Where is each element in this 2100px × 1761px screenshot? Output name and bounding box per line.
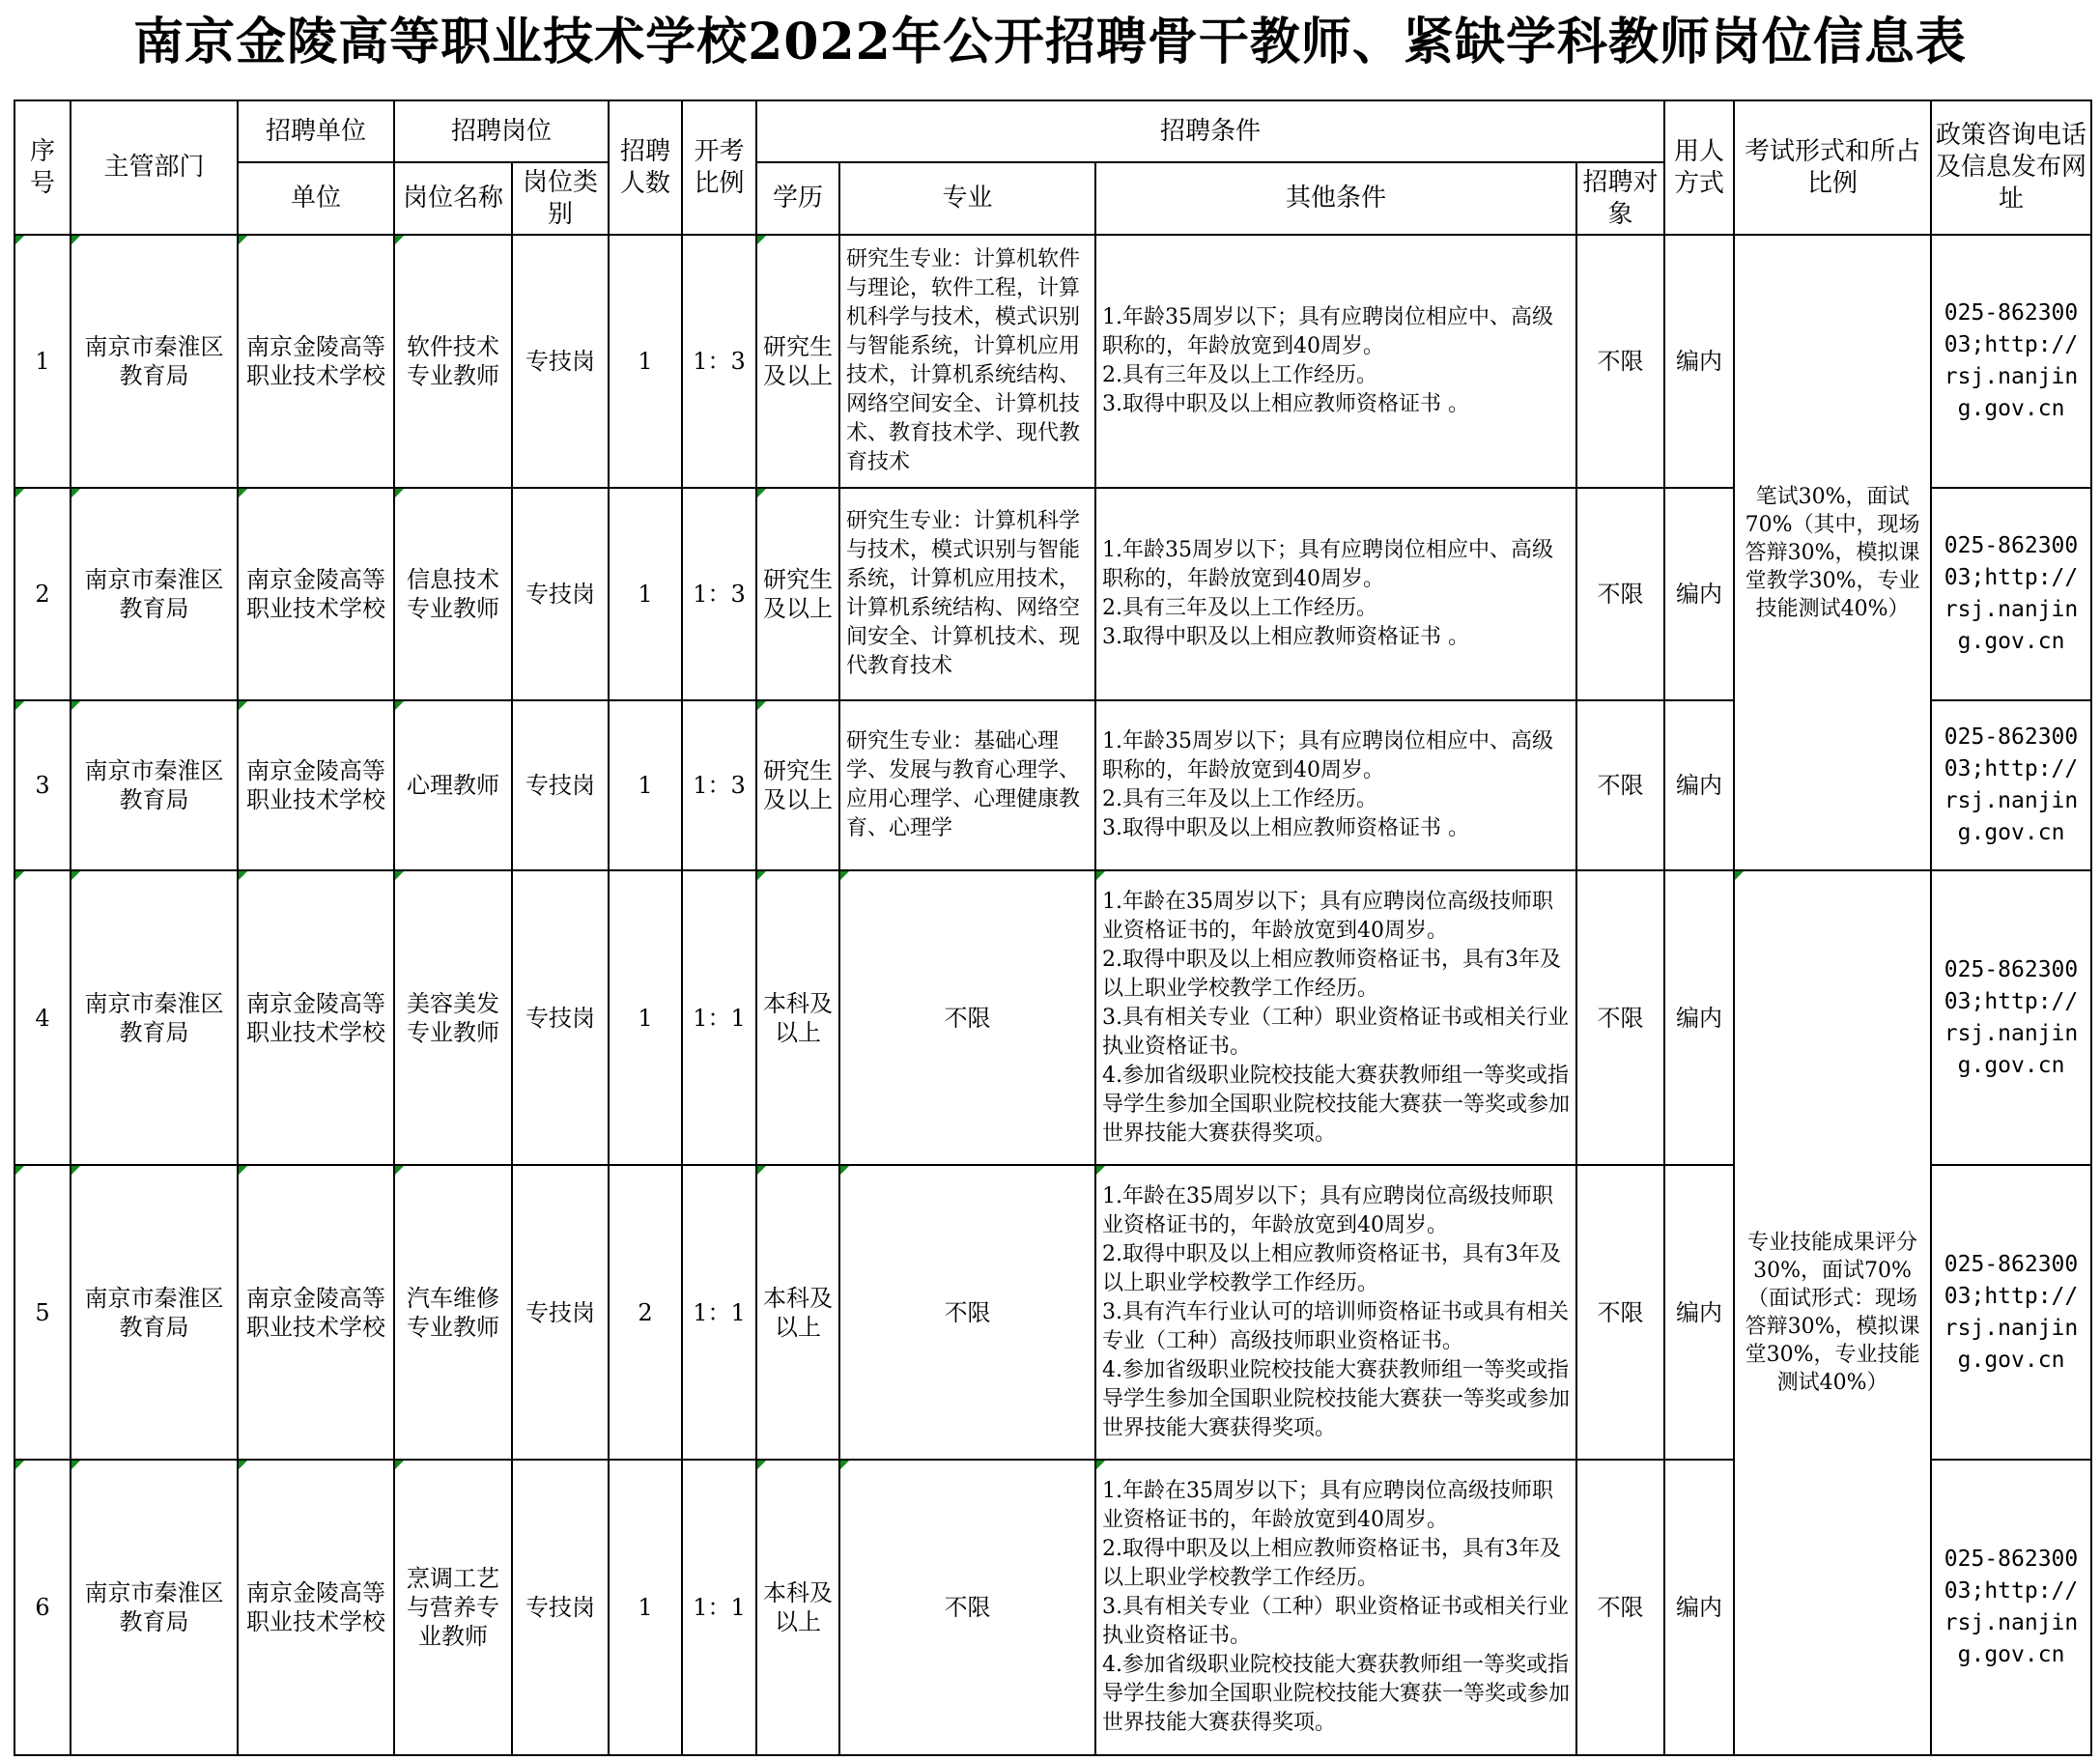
cell-dept: 南京市秦淮区教育局 [71, 1460, 238, 1755]
cell-unit: 南京金陵高等职业技术学校 [238, 1165, 394, 1460]
cell-other: 1.年龄35周岁以下；具有应聘岗位相应中、高级职称的，年龄放宽到40周岁。 2.具有三年及以上工作经历。 3.取得中职及以上相应教师资格证书 。 [1095, 488, 1576, 700]
cell-target: 不限 [1576, 870, 1664, 1165]
cell-unit: 南京金陵高等职业技术学校 [238, 1460, 394, 1755]
cell-edu: 研究生及以上 [756, 700, 839, 870]
cell-employ: 编内 [1664, 870, 1734, 1165]
cell-employ: 编内 [1664, 700, 1734, 870]
cell-seq: 3 [14, 700, 71, 870]
cell-dept: 南京市秦淮区教育局 [71, 700, 238, 870]
cell-major: 不限 [839, 1165, 1095, 1460]
cell-target: 不限 [1576, 235, 1664, 488]
table-row [14, 870, 2091, 1165]
page-title: 南京金陵高等职业技术学校2022年公开招聘骨干教师、紧缺学科教师岗位信息表 [133, 13, 1967, 71]
cell-count: 2 [609, 1165, 682, 1460]
cell-ratio: 1：1 [682, 1165, 756, 1460]
cell-major: 不限 [839, 870, 1095, 1165]
cell-post-name: 心理教师 [394, 700, 512, 870]
header-exam: 考试形式和所占比例 [1734, 100, 1931, 235]
recruitment-table [14, 99, 2092, 1756]
cell-contact: 025-86230003;http://rsj.nanjing.gov.cn [1931, 1460, 2091, 1755]
cell-employ: 编内 [1664, 1460, 1734, 1755]
cell-contact: 025-86230003;http://rsj.nanjing.gov.cn [1931, 700, 2091, 870]
cell-ratio: 1：1 [682, 870, 756, 1165]
cell-other: 1.年龄35周岁以下；具有应聘岗位相应中、高级职称的，年龄放宽到40周岁。 2.具有三年及以上工作经历。 3.取得中职及以上相应教师资格证书 。 [1095, 700, 1576, 870]
cell-major: 研究生专业：计算机软件与理论，软件工程，计算机科学与技术，模式识别与智能系统，计算机应用技术，计算机系统结构、网络空间安全、计算机技术、教育技术学、现代教育技术 [839, 235, 1095, 488]
cell-seq: 1 [14, 235, 71, 488]
cell-target: 不限 [1576, 488, 1664, 700]
header-dept: 主管部门 [71, 100, 238, 235]
header-target: 招聘对象 [1576, 162, 1664, 235]
header-post-group: 招聘岗位 [394, 100, 609, 162]
cell-edu: 本科及以上 [756, 1165, 839, 1460]
cell-contact: 025-86230003;http://rsj.nanjing.gov.cn [1931, 1165, 2091, 1460]
cell-seq: 6 [14, 1460, 71, 1755]
cell-post-type: 专技岗 [512, 1460, 609, 1755]
header-count: 招聘人数 [609, 100, 682, 235]
cell-contact: 025-86230003;http://rsj.nanjing.gov.cn [1931, 870, 2091, 1165]
header-conditions-group: 招聘条件 [756, 100, 1664, 162]
cell-unit: 南京金陵高等职业技术学校 [238, 870, 394, 1165]
header-ratio: 开考比例 [682, 100, 756, 235]
cell-other: 1.年龄35周岁以下；具有应聘岗位相应中、高级职称的，年龄放宽到40周岁。 2.具有三年及以上工作经历。 3.取得中职及以上相应教师资格证书 。 [1095, 235, 1576, 488]
cell-exam-group-1: 笔试30%，面试70%（其中，现场答辩30%，模拟课堂教学30%，专业技能测试40%） [1734, 235, 1931, 870]
cell-post-type: 专技岗 [512, 235, 609, 488]
header-contact: 政策咨询电话及信息发布网址 [1931, 100, 2091, 235]
cell-post-name: 烹调工艺与营养专业教师 [394, 1460, 512, 1755]
cell-count: 1 [609, 1460, 682, 1755]
header-employ: 用人方式 [1664, 100, 1734, 235]
cell-edu: 本科及以上 [756, 1460, 839, 1755]
cell-dept: 南京市秦淮区教育局 [71, 870, 238, 1165]
header-major: 专业 [839, 162, 1095, 235]
cell-post-name: 美容美发专业教师 [394, 870, 512, 1165]
table-row [14, 235, 2091, 488]
cell-unit: 南京金陵高等职业技术学校 [238, 700, 394, 870]
cell-post-type: 专技岗 [512, 1165, 609, 1460]
cell-exam-group-2: 专业技能成果评分30%，面试70%（面试形式：现场答辩30%，模拟课堂30%，专业技能测试40%） [1734, 870, 1931, 1755]
header-post-name: 岗位名称 [394, 162, 512, 235]
cell-dept: 南京市秦淮区教育局 [71, 1165, 238, 1460]
cell-seq: 4 [14, 870, 71, 1165]
cell-other: 1.年龄在35周岁以下；具有应聘岗位高级技师职业资格证书的，年龄放宽到40周岁。 2.取得中职及以上相应教师资格证书，具有3年及以上职业学校教学工作经历。 3.具有汽车行业认可的培训师资格证书或具有相关专业（工种）高级技师职业资格证书。 4.参加省级职业院校技能大赛获教师组一等奖或指导学生参加全国职业院校技能大赛获一等奖或参加世界技能大赛获得奖项。 [1095, 1165, 1576, 1460]
cell-edu: 本科及以上 [756, 870, 839, 1165]
cell-major: 不限 [839, 1460, 1095, 1755]
cell-target: 不限 [1576, 1165, 1664, 1460]
cell-post-type: 专技岗 [512, 488, 609, 700]
cell-ratio: 1：3 [682, 700, 756, 870]
cell-target: 不限 [1576, 700, 1664, 870]
cell-count: 1 [609, 488, 682, 700]
cell-other: 1.年龄在35周岁以下；具有应聘岗位高级技师职业资格证书的，年龄放宽到40周岁。 2.取得中职及以上相应教师资格证书，具有3年及以上职业学校教学工作经历。 3.具有相关专业（工种）职业资格证书或相关行业执业资格证书。 4.参加省级职业院校技能大赛获教师组一等奖或指导学生参加全国职业院校技能大赛获一等奖或参加世界技能大赛获得奖项。 [1095, 1460, 1576, 1755]
cell-count: 1 [609, 700, 682, 870]
cell-dept: 南京市秦淮区教育局 [71, 488, 238, 700]
cell-other: 1.年龄在35周岁以下；具有应聘岗位高级技师职业资格证书的，年龄放宽到40周岁。 2.取得中职及以上相应教师资格证书，具有3年及以上职业学校教学工作经历。 3.具有相关专业（工种）职业资格证书或相关行业执业资格证书。 4.参加省级职业院校技能大赛获教师组一等奖或指导学生参加全国职业院校技能大赛获一等奖或参加世界技能大赛获得奖项。 [1095, 870, 1576, 1165]
header-edu: 学历 [756, 162, 839, 235]
cell-post-type: 专技岗 [512, 870, 609, 1165]
cell-edu: 研究生及以上 [756, 235, 839, 488]
header-unit: 单位 [238, 162, 394, 235]
cell-ratio: 1：3 [682, 488, 756, 700]
cell-post-name: 软件技术专业教师 [394, 235, 512, 488]
header-unit-group: 招聘单位 [238, 100, 394, 162]
cell-target: 不限 [1576, 1460, 1664, 1755]
cell-edu: 研究生及以上 [756, 488, 839, 700]
cell-count: 1 [609, 870, 682, 1165]
cell-count: 1 [609, 235, 682, 488]
cell-dept: 南京市秦淮区教育局 [71, 235, 238, 488]
cell-seq: 2 [14, 488, 71, 700]
cell-unit: 南京金陵高等职业技术学校 [238, 235, 394, 488]
cell-ratio: 1：1 [682, 1460, 756, 1755]
cell-major: 研究生专业：计算机科学与技术，模式识别与智能系统，计算机应用技术，计算机系统结构、网络空间安全、计算机技术、现代教育技术 [839, 488, 1095, 700]
cell-unit: 南京金陵高等职业技术学校 [238, 488, 394, 700]
header-other: 其他条件 [1095, 162, 1576, 235]
cell-post-type: 专技岗 [512, 700, 609, 870]
cell-post-name: 信息技术专业教师 [394, 488, 512, 700]
cell-major: 研究生专业：基础心理学、发展与教育心理学、应用心理学、心理健康教育、心理学 [839, 700, 1095, 870]
cell-seq: 5 [14, 1165, 71, 1460]
cell-employ: 编内 [1664, 1165, 1734, 1460]
cell-post-name: 汽车维修专业教师 [394, 1165, 512, 1460]
header-post-type: 岗位类别 [512, 162, 609, 235]
cell-employ: 编内 [1664, 235, 1734, 488]
cell-ratio: 1：3 [682, 235, 756, 488]
cell-employ: 编内 [1664, 488, 1734, 700]
cell-contact: 025-86230003;http://rsj.nanjing.gov.cn [1931, 235, 2091, 488]
header-seq: 序号 [14, 100, 71, 235]
cell-contact: 025-86230003;http://rsj.nanjing.gov.cn [1931, 488, 2091, 700]
